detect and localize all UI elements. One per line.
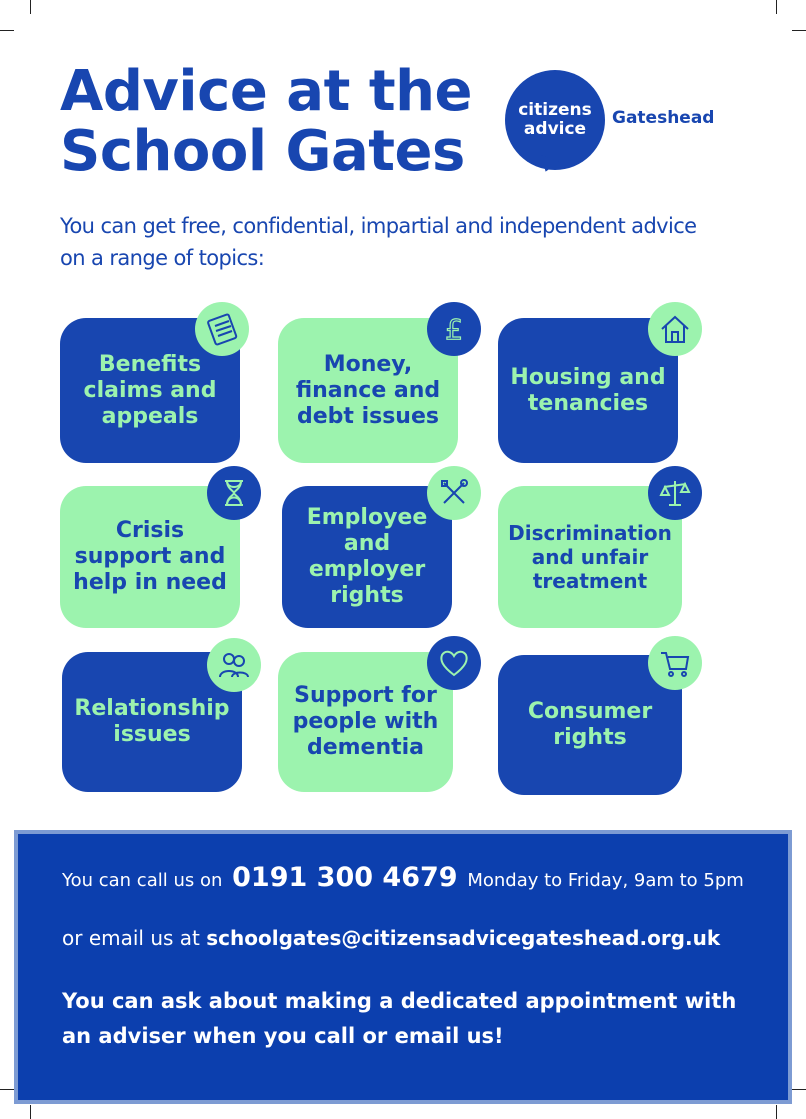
contact-panel <box>14 830 792 1104</box>
intro-text: You can get free, confidential, impartial and independent advice on a range of topics: <box>60 214 697 270</box>
crop-mark <box>792 1089 806 1090</box>
topic-label: Housing and tenancies <box>510 364 666 416</box>
email-prefix: or email us at <box>62 926 200 950</box>
logo-line-1: citizens <box>518 100 592 120</box>
page-title <box>60 59 472 184</box>
scales-icon <box>648 466 702 520</box>
house-icon <box>648 302 702 356</box>
crop-mark <box>30 0 31 14</box>
crop-mark <box>792 30 806 31</box>
topic-label: Benefits claims and appeals <box>83 351 217 429</box>
appointment-text: You can ask about making a dedicated appointment with an adviser when you call or email us! <box>62 989 737 1048</box>
email-address[interactable]: schoolgates@citizensadvicegateshead.org.uk <box>206 926 721 950</box>
citizens-advice-logo <box>505 70 605 170</box>
topic-label: Crisis support and help in need <box>73 518 227 595</box>
heart-icon <box>427 636 481 690</box>
logo-line-2: advice <box>523 119 587 139</box>
topic-label: Employee and employer rights <box>306 505 428 608</box>
pound-icon <box>427 302 481 356</box>
logo-place-name: Gateshead <box>612 108 715 128</box>
hourglass-icon <box>207 466 261 520</box>
topic-label: Consumer rights <box>527 699 653 750</box>
crop-mark <box>30 1105 31 1119</box>
opening-hours: Monday to Friday, 9am to 5pm <box>467 870 744 891</box>
crop-mark <box>0 30 14 31</box>
topic-tile-employment <box>282 486 452 628</box>
topic-label: Support for people with dementia <box>292 683 439 760</box>
phone-number[interactable]: 0191 300 4679 <box>232 862 458 893</box>
crop-mark <box>0 1089 14 1090</box>
call-line <box>62 862 744 893</box>
people-icon <box>207 638 261 692</box>
svg-text:£: £ <box>445 313 463 346</box>
email-line <box>62 926 720 950</box>
call-prefix: You can call us on <box>62 870 223 891</box>
crop-mark <box>776 0 777 14</box>
topic-tile-dementia <box>278 652 453 792</box>
shopping-cart-icon <box>648 636 702 690</box>
calculator-icon <box>195 302 249 356</box>
title-line-1: Advice at the <box>60 59 472 124</box>
tools-icon <box>427 466 481 520</box>
topic-label: Discrimination and unfair treatment <box>508 521 672 593</box>
title-line-2: School Gates <box>60 119 465 184</box>
topic-label: Money, finance and debt issues <box>295 351 441 429</box>
crop-mark <box>776 1105 777 1119</box>
topic-label: Relationship issues <box>74 696 230 747</box>
